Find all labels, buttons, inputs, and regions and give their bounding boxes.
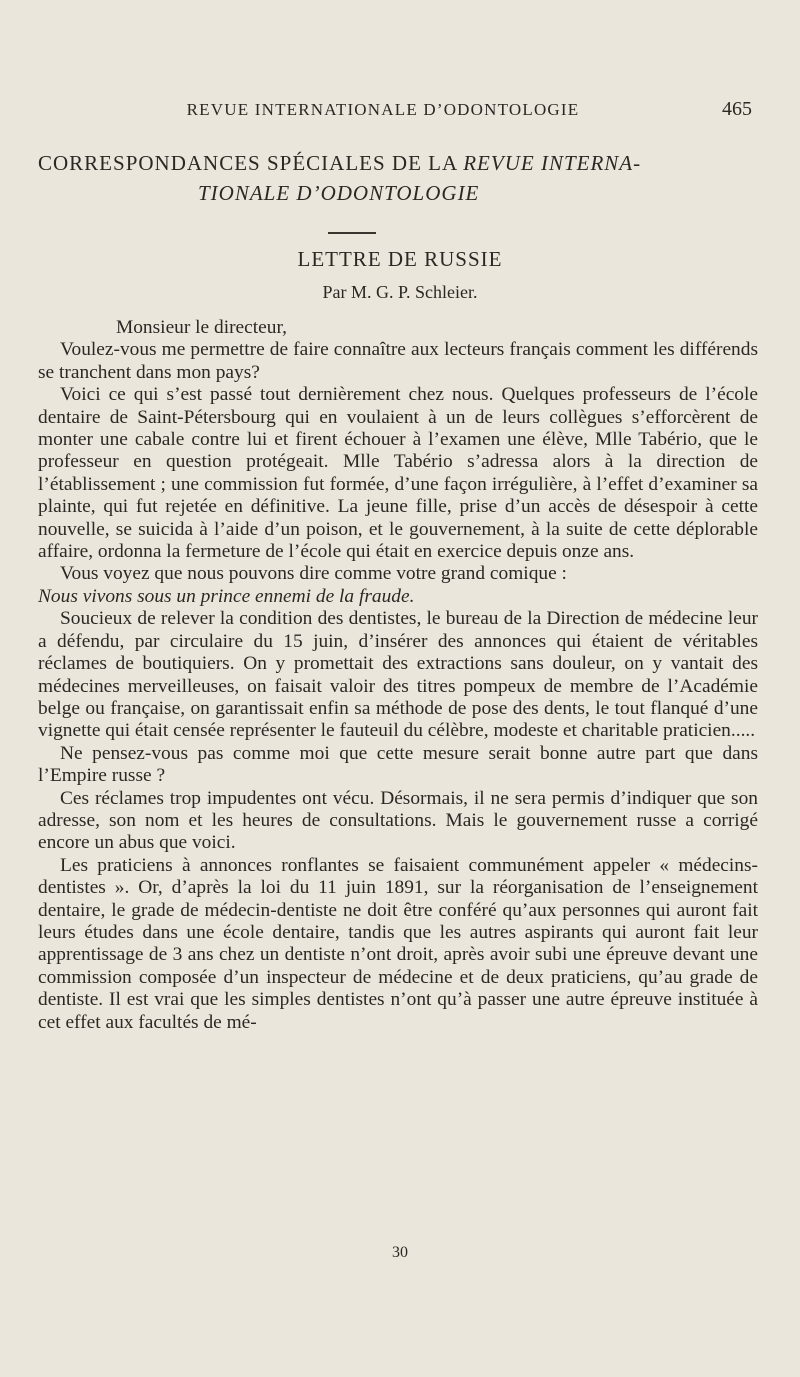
paragraph: Ces réclames trop impudentes ont vécu. Désormais, il ne sera permis d’indiquer que son adresse, son nom et les heures de consultations. Mais le gouvernement russe a corrigé encore un abus que voici.: [38, 787, 758, 854]
running-title: REVUE INTERNATIONALE D’ODONTOLOGIE: [186, 100, 580, 119]
article-title-italic: REVUE INTERNA-: [463, 151, 642, 175]
quoted-verse: Nous vivons sous un prince ennemi de la fraude.: [38, 585, 415, 607]
page-number: 465: [722, 98, 752, 120]
article-body: [38, 317, 758, 1034]
running-header: [48, 100, 752, 130]
article-title-line-1: [38, 148, 762, 178]
article-title: [38, 148, 762, 208]
paragraph: Les praticiens à annonces ronflantes se faisaient communément appeler « médecins-dentistes ». Or, d’après la loi du 11 juin 1891, sur la réorganisation de l’enseignement dentaire, le grade de médecin-dentiste ne doit être conféré qu’aux personnes qui auront fait leurs études dans une école dentaire, tandis que les autres aspirants qui auront fait leur apprentissage de 3 ans chez un dentiste n’ont droit, après avoir subi une épreuve devant une commission composée d’un inspecteur de médecine et de deux praticiens, qu’au grade de dentiste. Il est vrai que les simples dentistes n’ont qu’à passer une autre épreuve instituée à cet effet aux facultés de mé-: [38, 854, 758, 1033]
title-divider: [328, 232, 376, 234]
paragraph: Ne pensez-vous pas comme moi que cette mesure serait bonne autre part que dans l’Empire russe ?: [38, 742, 758, 787]
paragraph: Soucieux de relever la condition des dentistes, le bureau de la Direction de médecine leur a défendu, par circulaire du 15 juin, d’insérer des annonces qui étaient de véritables réclames de boutiquiers. On y promettait des extractions sans douleur, on y vantait des médecines merveilleuses, on faisait valoir des titres pompeux de membre de l’Académie belge ou française, on garantissait enfin sa méthode de pose des dents, le tout flanqué d’une vignette qui était censée représenter le fauteuil du célèbre, modeste et charitable praticien.....: [38, 608, 758, 742]
paragraph: Vous voyez que nous pouvons dire comme votre grand comique :: [60, 563, 567, 585]
letter-title: LETTRE DE RUSSIE: [297, 247, 503, 271]
article-title-line-2: TIONALE D’ODONTOLOGIE: [198, 181, 480, 205]
salutation: Monsieur le directeur,: [116, 317, 287, 338]
article-title-roman: CORRESPONDANCES SPÉCIALES DE LA: [38, 151, 464, 175]
signature-mark: 30: [392, 1244, 408, 1261]
byline: Par M. G. P. Schleier.: [322, 282, 478, 302]
paragraph: Voici ce qui s’est passé tout dernièrement chez nous. Quelques professeurs de l’école dentaire de Saint-Pétersbourg qui en voulaient à un de leurs collègues s’efforcèrent de monter une cabale contre lui et firent échouer à l’examen une élève, Mlle Tabério, que le professeur en question protégeait. Mlle Tabério s’adressa alors à la direction de l’établissement ; une commission fut formée, d’une façon irrégulière, à l’effet d’examiner sa plainte, qui fut rejetée en définitive. La jeune fille, prise d’un accès de désespoir à cette nouvelle, se suicida à l’aide d’un poison, et le gouvernement, à la suite de cette déplorable affaire, ordonna la fermeture de l’école qui était en exercice depuis onze ans.: [38, 384, 758, 563]
paragraph: Voulez-vous me permettre de faire connaître aux lecteurs français comment les différends se tranchent dans mon pays?: [38, 339, 758, 383]
